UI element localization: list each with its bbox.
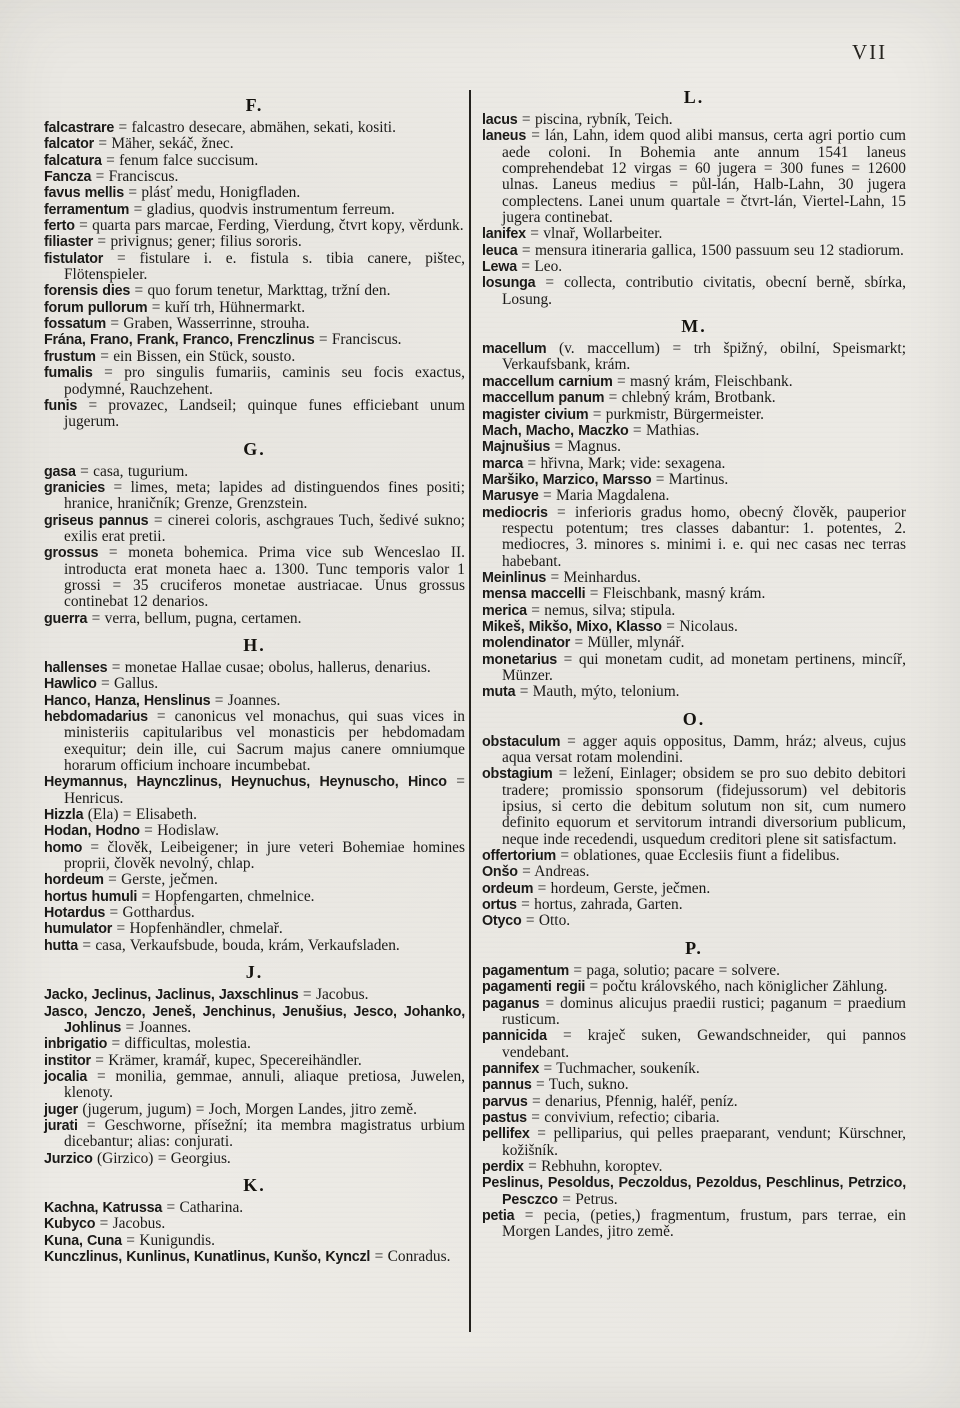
entry-term: fossatum <box>44 316 106 333</box>
dictionary-entry <box>44 120 465 136</box>
dictionary-entry <box>482 226 906 242</box>
entry-definition: = collecta, contributio civitatis, obecní berně, sbírka, Losung. <box>502 274 906 308</box>
entry-definition: = plásť medu, Honigfladen. <box>128 184 301 202</box>
dictionary-entry <box>482 128 906 226</box>
entry-term: Heymannus, Haynczlinus, Heynuchus, Heynuscho, Hinco <box>44 774 447 791</box>
entry-term: muta <box>482 684 516 701</box>
entry-term: hutta <box>44 937 78 954</box>
dictionary-entry <box>482 734 906 767</box>
dictionary-entry <box>482 1208 906 1241</box>
dictionary-entry <box>482 881 906 897</box>
entry-definition: = denarius, Pfennig, haléř, peníz. <box>532 1092 738 1110</box>
entry-term: Kubyco <box>44 1216 96 1233</box>
dictionary-entry <box>44 1151 465 1167</box>
entry-definition: = gladius, quodvis instrumentum ferreum. <box>133 200 395 218</box>
dictionary-entry <box>44 545 465 610</box>
entry-term: favus mellis <box>44 185 124 202</box>
dictionary-entry <box>482 635 906 651</box>
entry-definition: = Rebhuhn, koroptev. <box>528 1157 663 1175</box>
entry-definition: = hordeum, Gerste, ječmen. <box>537 879 711 897</box>
dictionary-entry <box>482 684 906 700</box>
entry-term: grossus <box>44 545 99 562</box>
entry-term: Kachna, Katrussa <box>44 1199 163 1216</box>
entry-term: griseus pannus <box>44 512 149 529</box>
entry-term: Majnušius <box>482 439 551 456</box>
dictionary-entry <box>482 864 906 880</box>
entry-definition: = ein Bissen, ein Stück, sousto. <box>100 347 296 365</box>
entry-term: Lewa <box>482 259 517 276</box>
dictionary-entry <box>44 185 465 201</box>
dictionary-entry <box>44 709 465 774</box>
section-letter-header: H. <box>243 634 266 655</box>
entry-definition: (v. maccellum) = trh špižný, obilní, Speismarkt; Verkaufsbank, krám. <box>502 340 906 374</box>
entry-term: hallenses <box>44 659 108 676</box>
dictionary-entry <box>44 938 465 954</box>
dictionary-entry <box>44 283 465 299</box>
entry-term: maccellum carnium <box>482 373 613 390</box>
entry-definition: = Otto. <box>525 912 571 930</box>
entry-term: Jacko, Jeclinus, Jaclinus, Jaxschlinus <box>44 987 299 1004</box>
entry-definition: = Andreas. <box>522 863 590 881</box>
entry-term: monetarius <box>482 651 558 668</box>
entry-definition: = Müller, mlynář. <box>574 634 685 652</box>
entry-definition: = ležení, Einlager; obsidem se pro suo debito debitori tradere; promissio sponsorum (fidejussorum) vel debitoris ipsius, si certo die debitum solutum non sit, cum numero definito equorum et servitorum intrandi diversorium publicum, neque inde recedendi, usquedum creditori plene sit satisfactum. <box>502 765 906 848</box>
entry-term: ferto <box>44 218 75 235</box>
entry-term: Jasco, Jenczo, Jeneš, Jenchinus, Jenušius, Jesco, Johanko, Johlinus <box>44 1003 465 1036</box>
entry-definition: = oblationes, quae Ecclesiis fiunt a fidelibus. <box>560 847 840 865</box>
section-letter-header: O. <box>682 708 706 729</box>
entry-term: falcastrare <box>44 120 115 136</box>
dictionary-entry <box>44 202 465 218</box>
entry-term: Hodan, Hodno <box>44 823 140 840</box>
section-letter-header: P. <box>685 937 703 958</box>
entry-term: pastus <box>482 1109 527 1126</box>
section-letter-header: G. <box>243 438 266 459</box>
dictionary-entry <box>482 472 906 488</box>
dictionary-entry <box>44 365 465 398</box>
entry-definition: (jugerum, jugum) = Joch, Morgen Landes, jitro země. <box>82 1100 417 1118</box>
dictionary-entry <box>482 505 906 570</box>
dictionary-entry <box>44 1200 465 1216</box>
dictionary-entry <box>482 1094 906 1110</box>
dictionary-entry <box>44 1233 465 1249</box>
entry-term: pagamenti regii <box>482 979 586 996</box>
entry-definition: = convivium, refectio; cibaria. <box>531 1108 720 1126</box>
dictionary-entry <box>44 332 465 348</box>
entry-term: inbrigatio <box>44 1036 108 1053</box>
dictionary-entry <box>482 390 906 406</box>
entry-definition: = limes, meta; lapides ad distinguendos fines positi; hranice, hraničník; Grenze, Grenzstein. <box>64 478 465 513</box>
entry-definition: = fistulare i. e. fistula s. tibia canere, pištec, Flötenspieler. <box>64 249 465 284</box>
dictionary-column-left <box>44 96 465 1265</box>
entry-term: falcatura <box>44 152 102 169</box>
dictionary-entry <box>44 872 465 888</box>
entry-definition: = pro singulis fumariis, caminis seu focis exactus, podymné, Rauchzehent. <box>64 364 465 398</box>
entry-term: jurati <box>44 1117 78 1134</box>
entry-definition: = Mauth, mýto, telonium. <box>519 683 680 701</box>
entry-term: jocalia <box>44 1068 88 1085</box>
entry-definition: = Joannes. <box>214 691 281 709</box>
dictionary-entry <box>482 1126 906 1159</box>
entry-term: gasa <box>44 463 76 480</box>
entry-term: ordeum <box>482 880 534 897</box>
entry-definition: = falcastro desecare, abmähen, sekati, kositi. <box>118 119 396 136</box>
dictionary-entry <box>44 807 465 823</box>
dictionary-entry <box>44 1216 465 1232</box>
entry-term: maccellum panum <box>482 390 605 407</box>
entry-term: forensis dies <box>44 283 131 300</box>
entry-term: molendinator <box>482 635 571 652</box>
entry-definition: = dominus alicujus praedii rustici; paganum = praedium rusticum. <box>502 994 906 1028</box>
entry-definition: = člověk, Leibeigener; in jure veteri Bohemiae homines proprii, člověk nevolný, chlap. <box>64 838 465 873</box>
entry-term: lacus <box>482 112 518 128</box>
dictionary-entry <box>44 169 465 185</box>
dictionary-entry <box>44 1118 465 1151</box>
entry-term: pannicida <box>482 1028 547 1045</box>
entry-term: lanifex <box>482 226 526 243</box>
entry-term: merica <box>482 602 527 619</box>
dictionary-entry <box>482 979 906 995</box>
entry-term: Hawlico <box>44 676 97 693</box>
dictionary-entry <box>482 603 906 619</box>
dictionary-entry <box>482 570 906 586</box>
entry-definition: = quarta pars marcae, Ferding, Vierdung, čtvrt kopy, věrdunk. <box>79 217 464 235</box>
entry-definition: = Martinus. <box>655 470 729 488</box>
entry-definition: = Gotthardus. <box>109 904 195 922</box>
entry-definition: = mensura itineraria gallica, 1500 passuum seu 12 stadiorum. <box>521 241 904 259</box>
entry-definition: = Kunigundis. <box>126 1231 215 1249</box>
entry-definition: = Graben, Wasserrinne, strouha. <box>110 315 310 333</box>
entry-term: hortus humuli <box>44 888 138 905</box>
entry-definition: = Meinhardus. <box>550 568 641 586</box>
dictionary-entry <box>482 341 906 374</box>
dictionary-entry <box>44 218 465 234</box>
dictionary-entry <box>44 1069 465 1102</box>
entry-term: Marusye <box>482 488 539 505</box>
dictionary-entry <box>44 660 465 676</box>
dictionary-entry <box>44 1249 465 1265</box>
dictionary-entry <box>482 652 906 685</box>
page-number: VII <box>852 40 888 64</box>
entry-term: funis <box>44 397 78 414</box>
entry-term: laneus <box>482 128 527 145</box>
entry-term: obstagium <box>482 766 553 783</box>
dictionary-entry <box>44 153 465 169</box>
dictionary-entry <box>44 513 465 546</box>
entry-term: Kunczlinus, Kunlinus, Kunatlinus, Kunšo, Kynczl <box>44 1248 371 1265</box>
entry-term: Fancza <box>44 169 92 186</box>
entry-definition: = Jacobus. <box>99 1215 166 1233</box>
entry-definition: = Krämer, kramář, kupec, Specereihändler. <box>95 1051 362 1069</box>
dictionary-entry <box>44 1102 465 1118</box>
entry-term: petia <box>482 1207 515 1224</box>
entry-definition: = Gerste, ječmen. <box>108 871 218 889</box>
dictionary-entry <box>482 275 906 308</box>
dictionary-entry <box>44 349 465 365</box>
entry-definition: = Hodislaw. <box>144 822 220 840</box>
entry-term: institor <box>44 1052 91 1069</box>
entry-definition: = monilia, gemmae, annuli, aliaque pretiosa, Juwelen, klenoty. <box>64 1067 465 1102</box>
entry-definition: = Henricus. <box>64 773 465 807</box>
dictionary-entry <box>482 423 906 439</box>
section-letter-header: K. <box>243 1174 266 1195</box>
column-divider-rule <box>469 90 471 1332</box>
entry-term: pannifex <box>482 1060 540 1077</box>
entry-term: Peslinus, Pesoldus, Peczoldus, Pezoldus, Peschlinus, Petrzico, Pesczco <box>482 1175 906 1208</box>
entry-term: losunga <box>482 275 536 292</box>
entry-definition: = Leo. <box>521 258 563 276</box>
entry-definition: = nemus, silva; stipula. <box>531 601 676 619</box>
dictionary-entry <box>44 611 465 627</box>
dictionary-entry <box>482 1159 906 1175</box>
dictionary-entry <box>482 848 906 864</box>
entry-definition: = agger aquis oppositus, Damm, hráz; alveus, cujus aqua versat rotam molendini. <box>502 732 906 767</box>
entry-definition: = hřivna, Mark; vide: sexagena. <box>527 454 726 472</box>
entry-definition: = Maria Magdalena. <box>542 487 670 505</box>
entry-definition: = kuří trh, Hühnermarkt. <box>151 298 306 316</box>
entry-term: forum pullorum <box>44 299 148 316</box>
entry-definition: = Tuch, sukno. <box>536 1076 629 1094</box>
dictionary-entry <box>44 251 465 284</box>
entry-definition: = vlnař, Wollarbeiter. <box>530 225 663 243</box>
section-letter-header: J. <box>245 962 264 983</box>
entry-term: pannus <box>482 1077 532 1094</box>
entry-definition: = Petrus. <box>562 1190 618 1208</box>
entry-term: marca <box>482 455 524 472</box>
entry-term: mediocris <box>482 504 548 521</box>
entry-term: hordeum <box>44 872 104 889</box>
dictionary-entry <box>482 374 906 390</box>
entry-term: fistulator <box>44 250 104 267</box>
entry-term: hebdomadarius <box>44 709 148 725</box>
dictionary-entry <box>482 1028 906 1061</box>
dictionary-entry <box>44 987 465 1003</box>
entry-term: perdix <box>482 1158 524 1175</box>
section-letter-header: F. <box>245 95 264 115</box>
entry-term: filiaster <box>44 234 94 251</box>
entry-term: offertorium <box>482 848 557 865</box>
entry-definition: = pecia, (peties,) fragmentum, frustum, pars terrae, ein Morgen Landes, jitro země. <box>502 1206 906 1241</box>
dictionary-entry <box>482 996 906 1029</box>
entry-definition: = Conradus. <box>374 1247 451 1265</box>
entry-definition: = Mäher, sekáč, žnec. <box>98 135 234 153</box>
entry-term: ortus <box>482 897 517 914</box>
entry-term: Kuna, Cuna <box>44 1232 122 1249</box>
entry-term: Onšo <box>482 864 518 881</box>
entry-term: Mikeš, Mikšo, Mixo, Klasso <box>482 618 662 635</box>
entry-definition: (Girzico) = Georgius. <box>97 1149 231 1167</box>
entry-term: Otyco <box>482 913 522 930</box>
entry-definition: = casa, Verkaufsbude, bouda, krám, Verkaufsladen. <box>82 936 400 954</box>
entry-term: pellifex <box>482 1126 530 1143</box>
dictionary-entry <box>482 913 906 929</box>
entry-definition: = verra, bellum, pugna, certamen. <box>91 609 302 627</box>
entry-definition: (Ela) = Elisabeth. <box>87 806 197 824</box>
entry-definition: = qui monetam cudit, ad monetam pertinens, mincíř, Münzer. <box>502 650 906 684</box>
entry-definition: = Tuchmacher, soukeník. <box>543 1059 700 1077</box>
entry-definition: = quo forum tenetur, Markttag, tržní den. <box>134 282 391 300</box>
entry-definition: = Nicolaus. <box>666 617 738 635</box>
dictionary-entry <box>482 1110 906 1126</box>
entry-term: guerra <box>44 610 88 627</box>
dictionary-entry <box>44 480 465 513</box>
entry-definition: = Geschworne, přísežní; ita membra magistratus urbium dicebantur; alias: conjurati. <box>64 1116 465 1151</box>
entry-term: falcator <box>44 136 95 153</box>
entry-term: mensa maccelli <box>482 586 586 603</box>
dictionary-entry <box>482 963 906 979</box>
entry-definition: = pelliparius, qui pelles praeparant, vendunt; Kürschner, kožišník. <box>502 1125 907 1159</box>
dictionary-entry <box>44 774 465 807</box>
entry-term: Hanco, Hanza, Henslinus <box>44 692 211 709</box>
dictionary-entry <box>482 619 906 635</box>
dictionary-entry <box>44 693 465 709</box>
dictionary-entry <box>44 464 465 480</box>
entry-term: pagamentum <box>482 962 569 979</box>
dictionary-entry <box>482 243 906 259</box>
dictionary-entry <box>482 488 906 504</box>
dictionary-entry <box>482 259 906 275</box>
dictionary-entry <box>482 1175 906 1208</box>
entry-term: Jurzico <box>44 1150 93 1167</box>
entry-term: humulator <box>44 921 113 938</box>
dictionary-entry <box>44 823 465 839</box>
entry-definition: = Joannes. <box>125 1018 192 1036</box>
entry-term: Hizzla <box>44 807 84 824</box>
entry-term: paganus <box>482 995 540 1012</box>
entry-definition: = fenum falce succisum. <box>106 151 259 169</box>
entry-definition: = Jacobus. <box>302 986 369 1004</box>
section-letter-header: L. <box>683 87 705 107</box>
entry-definition: = chlebný krám, Brotbank. <box>608 389 776 407</box>
entry-definition: = paga, solutio; pacare = solvere. <box>573 961 780 979</box>
entry-definition: = masný krám, Fleischbank. <box>616 372 793 390</box>
entry-definition: = počtu královského, nach königlicher Zählung. <box>589 978 888 996</box>
entry-term: parvus <box>482 1093 528 1110</box>
dictionary-entry <box>44 1053 465 1069</box>
entry-definition: = cinerei coloris, aschgraues Tuch, šedivé sukno; exilis erat pretii. <box>64 511 465 545</box>
entry-term: fumalis <box>44 365 93 382</box>
dictionary-entry <box>44 921 465 937</box>
section-letter-header: M. <box>681 316 707 337</box>
entry-definition: = lán, Lahn, idem quod alibi mansus, certa agri portio cum aede coloni. In Bohemia ante annum 1541 laneus comprehendebat 12 virgas = 60 jugera = 300 funes = 12600 ulnas. Laneus medius = půl-lán, Halb-Lahn, 30 jugera complectens. Lanei unum quartale = čtvrt-lán, Viertel-Lahn, 15 jugera continebat. <box>502 127 906 227</box>
entry-definition: = Catharina. <box>166 1198 244 1216</box>
entry-definition: = provazec, Landseil; quinque funes efficiebant unum jugerum. <box>64 396 465 431</box>
dictionary-entry <box>44 300 465 316</box>
entry-definition: = casa, tugurium. <box>80 462 189 480</box>
dictionary-entry <box>482 897 906 913</box>
entry-definition: = Fleischbank, masný krám. <box>589 585 766 603</box>
entry-definition: = piscina, rybník, Teich. <box>521 111 673 128</box>
entry-definition: = Gallus. <box>101 675 159 693</box>
entry-term: Hotardus <box>44 905 106 922</box>
dictionary-entry <box>482 456 906 472</box>
dictionary-entry <box>482 407 906 423</box>
dictionary-column-right <box>482 88 906 1241</box>
entry-definition: = Mathias. <box>632 421 700 439</box>
entry-definition: = privignus; gener; filius sororis. <box>97 233 302 251</box>
dictionary-entry <box>482 439 906 455</box>
entry-definition: = difficultas, molestia. <box>111 1035 251 1053</box>
entry-term: obstaculum <box>482 733 561 750</box>
dictionary-entry <box>482 1061 906 1077</box>
dictionary-entry <box>482 766 906 848</box>
dictionary-entry <box>482 586 906 602</box>
entry-term: homo <box>44 839 83 856</box>
dictionary-entry <box>44 136 465 152</box>
entry-definition: = moneta bohemica. Prima vice sub Wenceslao II. introducta erat moneta haec a. 1300. Tunc temporis valor 1 grossi = 35 cruciferos monetae austriacae. Unus grossus continebat 12 denarios. <box>64 544 465 611</box>
entry-term: granicies <box>44 479 105 496</box>
dictionary-entry <box>482 1077 906 1093</box>
entry-term: leuca <box>482 242 518 259</box>
entry-definition: = Hopfenhändler, chmelař. <box>116 920 283 938</box>
dictionary-entry <box>482 112 906 128</box>
entry-definition: = Magnus. <box>554 438 621 456</box>
entry-definition: = hortus, zahrada, Garten. <box>521 896 683 914</box>
entry-term: macellum <box>482 341 547 358</box>
entry-term: juger <box>44 1101 78 1118</box>
entry-term: ferramentum <box>44 201 130 218</box>
entry-definition: = purkmistr, Bürgermeister. <box>592 405 764 423</box>
entry-definition: = monetae Hallae cusae; obolus, hallerus, denarius. <box>111 658 431 676</box>
entry-term: Frána, Frano, Frank, Franco, Frenczlinus <box>44 332 315 349</box>
entry-definition: = canonicus vel monachus, qui suas vices in ministeriis capitularibus vel monasticis per hebdomadam exequitur; dein ille, cui Sacrum majus canere omniumque horarum officium inchoare incumbebat. <box>64 708 465 775</box>
dictionary-entry <box>44 1004 465 1037</box>
dictionary-entry <box>44 676 465 692</box>
entry-term: Maršiko, Marzico, Marsso <box>482 471 652 488</box>
entry-definition: = Franciscus. <box>95 168 179 186</box>
entry-definition: = kraječ suken, Gewandschneider, qui pannos vendebant. <box>502 1027 906 1061</box>
entry-term: Meinlinus <box>482 569 547 586</box>
dictionary-entry <box>44 905 465 921</box>
entry-term: frustum <box>44 348 96 365</box>
dictionary-entry <box>44 889 465 905</box>
entry-definition: = inferioris gradus homo, obecný člověk, pauperior respectu potentum; tres classes dabantur: 1. potentes, 2. mediocres, 3. minores s. minimi i. e. qui nec casas nec terras habebant. <box>502 503 906 570</box>
dictionary-entry <box>44 398 465 431</box>
entry-definition: = Hopfengarten, chmelnice. <box>141 887 315 905</box>
entry-term: magister civium <box>482 406 589 423</box>
entry-definition: = Franciscus. <box>318 331 402 349</box>
dictionary-entry <box>44 316 465 332</box>
dictionary-entry <box>44 234 465 250</box>
dictionary-entry <box>44 1036 465 1052</box>
entry-term: Mach, Macho, Maczko <box>482 422 629 439</box>
dictionary-entry <box>44 840 465 873</box>
